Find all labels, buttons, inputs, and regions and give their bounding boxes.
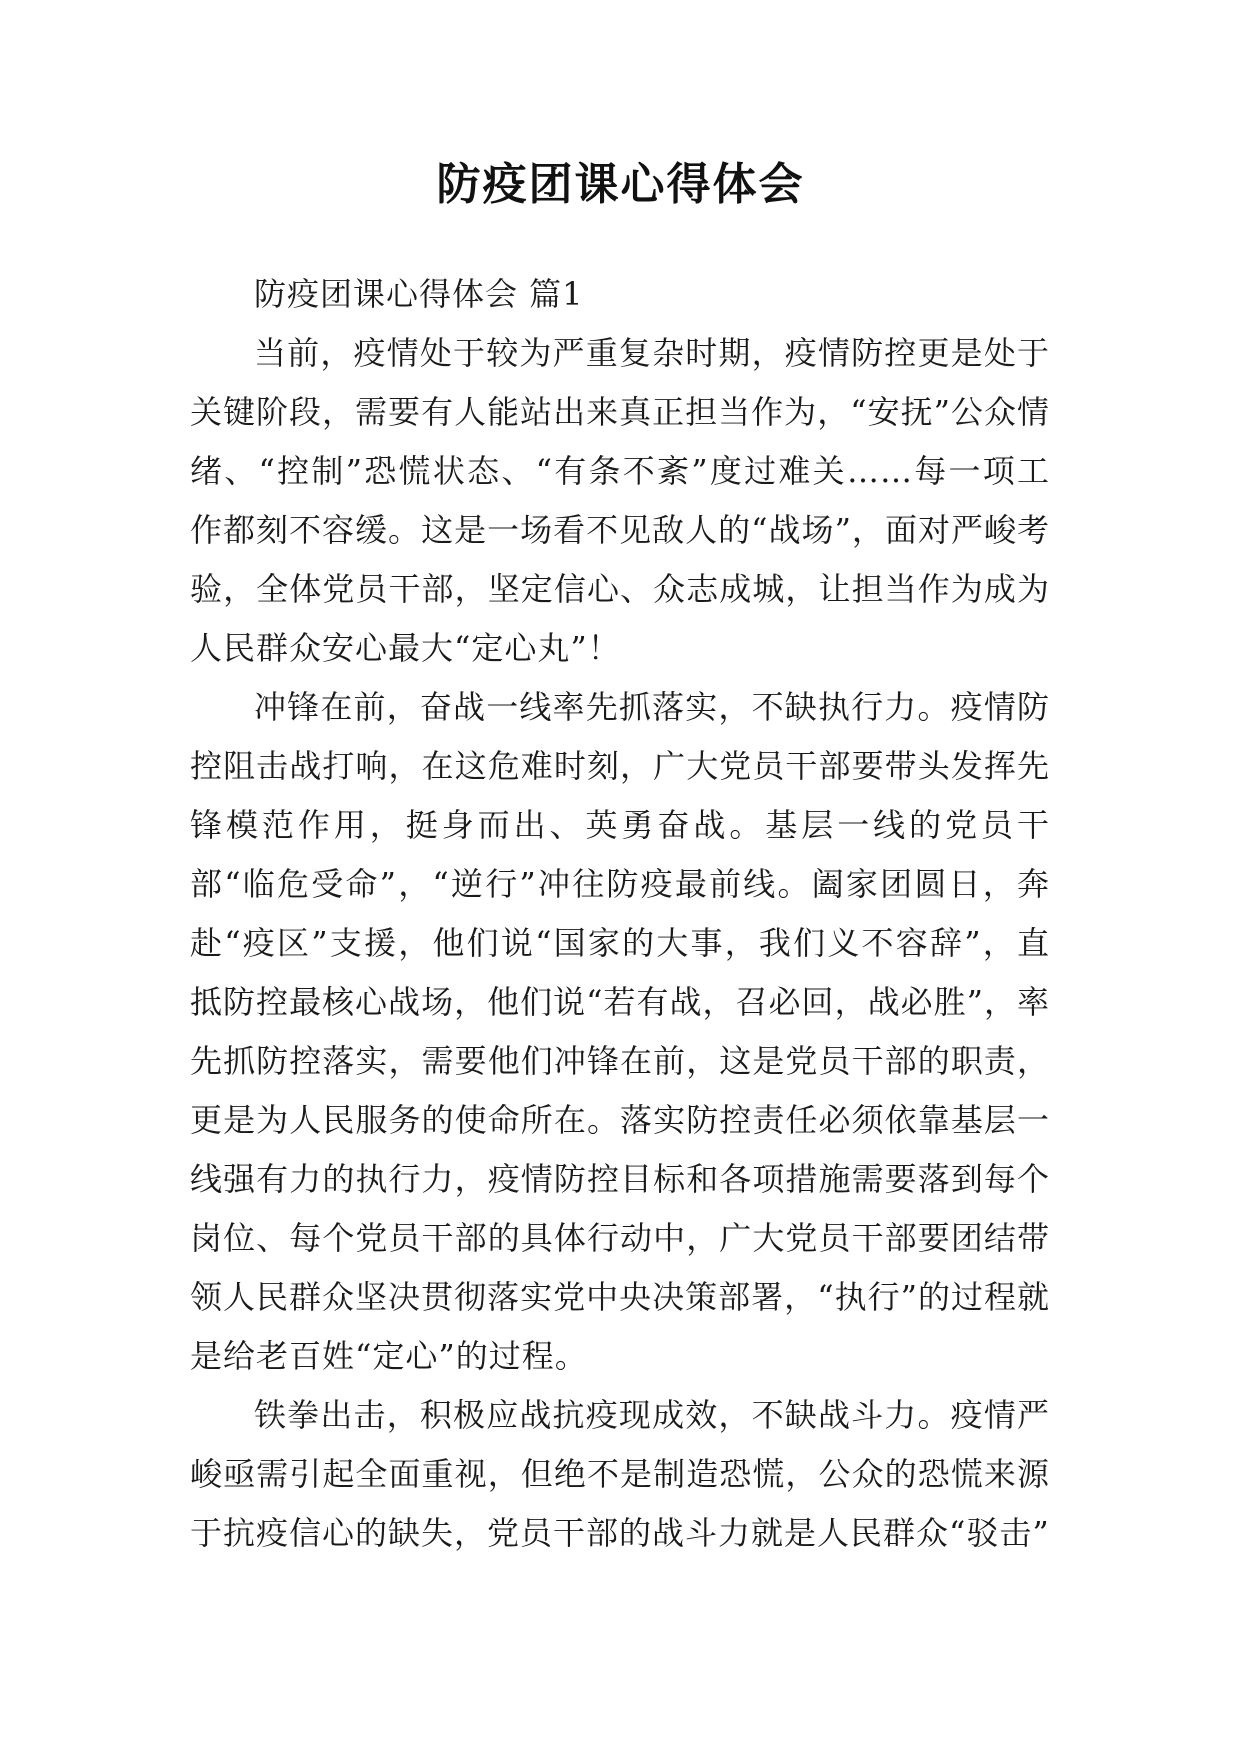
paragraph-2: 冲锋在前，奋战一线率先抓落实，不缺执行力。疫情防控阻击战打响，在这危难时刻，广大党员干部要带头发挥先锋模范作用，挺身而出、英勇奋战。基层一线的党员干部“临危受命”，“逆行”冲往防疫最前线。阖家团圆日，奔赴“疫区”支援，他们说“国家的大事，我们义不容辞”，直抵防控最核心战场，他们说“若有战，召必回，战必胜”，率先抓防控落实，需要他们冲锋在前，这是党员干部的职责，更是为人民服务的使命所在。落实防控责任必须依靠基层一线强有力的执行力，疫情防控目标和各项措施需要落到每个岗位、每个党员干部的具体行动中，广大党员干部要团结带领人民群众坚决贯彻落实党中央决策部署，“执行”的过程就是给老百姓“定心”的过程。	[190, 688, 1050, 1375]
paragraph-3: 铁拳出击，积极应战抗疫现成效，不缺战斗力。疫情严峻亟需引起全面重视，但绝不是制造恐慌，公众的恐慌来源于抗疫信心的缺失，党员干部的战斗力就是人民群众“驳击”	[190, 1396, 1050, 1552]
document-title: 防疫团课心得体会	[436, 159, 805, 210]
section-heading: 防疫团课心得体会 篇1	[254, 275, 584, 313]
document-body	[190, 265, 1050, 1563]
paragraph-1: 当前，疫情处于较为严重复杂时期，疫情防控更是处于关键阶段，需要有人能站出来真正担当作为，“安抚”公众情绪、“控制”恐慌状态、“有条不紊”度过难关……每一项工作都刻不容缓。这是一场看不见敌人的“战场”，面对严峻考验，全体党员干部，坚定信心、众志成城，让担当作为成为人民群众安心最大“定心丸”！	[190, 334, 1050, 667]
